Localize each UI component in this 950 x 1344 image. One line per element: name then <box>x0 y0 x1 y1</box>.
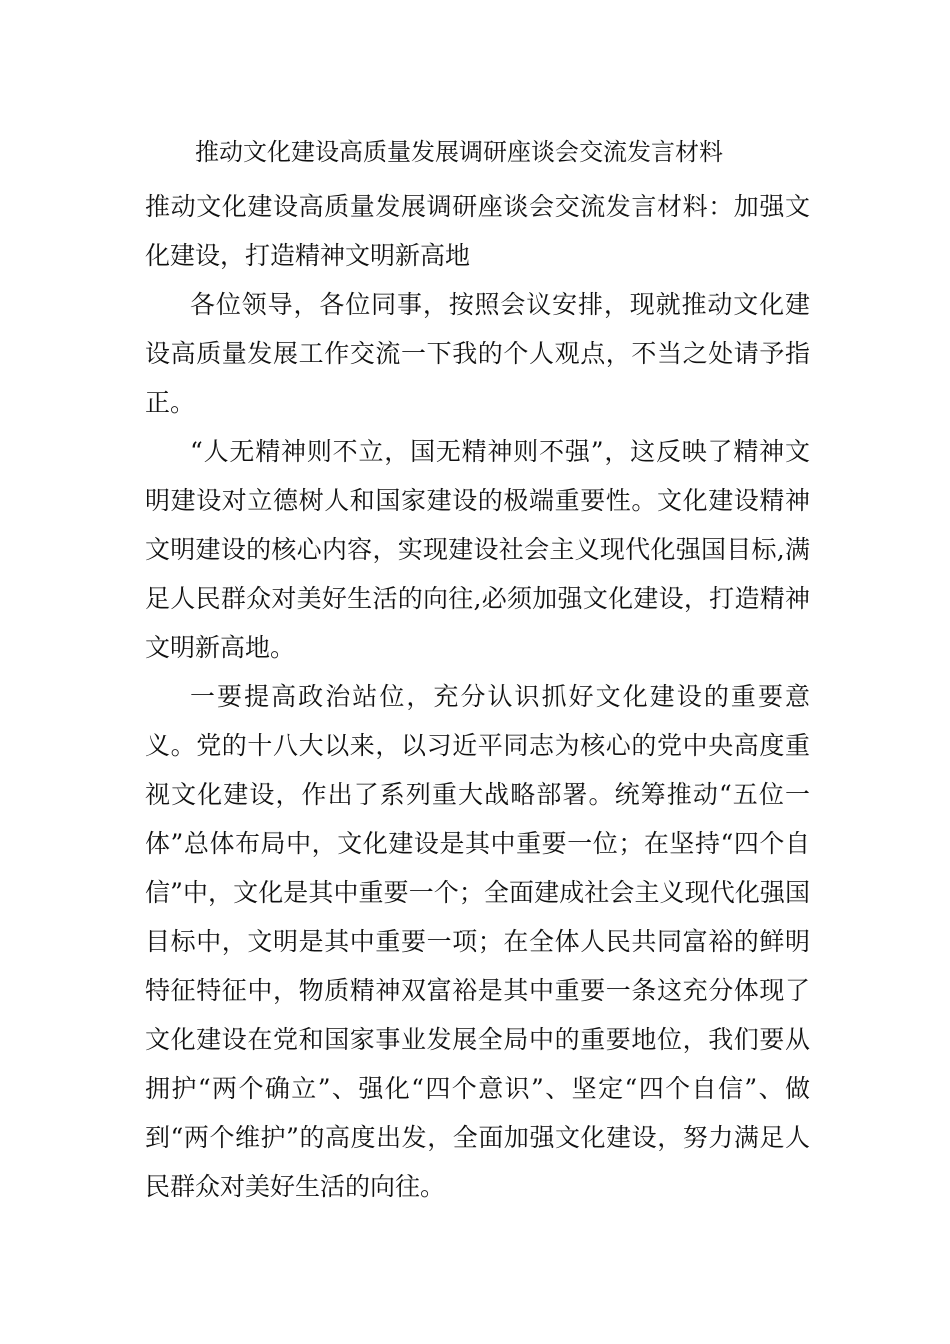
document-body <box>145 182 810 1211</box>
quote-paragraph: “人无精神则不立，国无精神则不强”，这反映了精神文明建设对立德树人和国家建设的极端重要性。文化建设精神文明建设的核心内容，实现建设社会主义现代化强国目标,满足人民群众对美好生活的向往,必须加强文化建设，打造精神文明新高地。 <box>145 437 810 662</box>
section-one-paragraph: 一要提高政治站位，充分认识抓好文化建设的重要意义。党的十八大以来，以习近平同志为核心的党中央高度重视文化建设，作出了系列重大战略部署。统筹推动“五位一体”总体布局中，文化建设是其中重要一位；在坚持“四个自信”中，文化是其中重要一个；全面建成社会主义现代化强国目标中，文明是其中重要一项；在全体人民共同富裕的鲜明特征特征中，物质精神双富裕是其中重要一条这充分体现了文化建设在党和国家事业发展全局中的重要地位，我们要从拥护“两个确立”、强化“四个意识”、坚定“四个自信”、做到“两个维护”的高度出发，全面加强文化建设，努力满足人民群众对美好生活的向往。 <box>145 682 810 1201</box>
subtitle-paragraph: 推动文化建设高质量发展调研座谈会交流发言材料：加强文化建设，打造精神文明新高地 <box>145 192 810 270</box>
opening-paragraph: 各位领导，各位同事，按照会议安排，现就推动文化建设高质量发展工作交流一下我的个人观点，不当之处请予指正。 <box>145 290 810 417</box>
document-title: 推动文化建设高质量发展调研座谈会交流发言材料 <box>195 138 723 166</box>
